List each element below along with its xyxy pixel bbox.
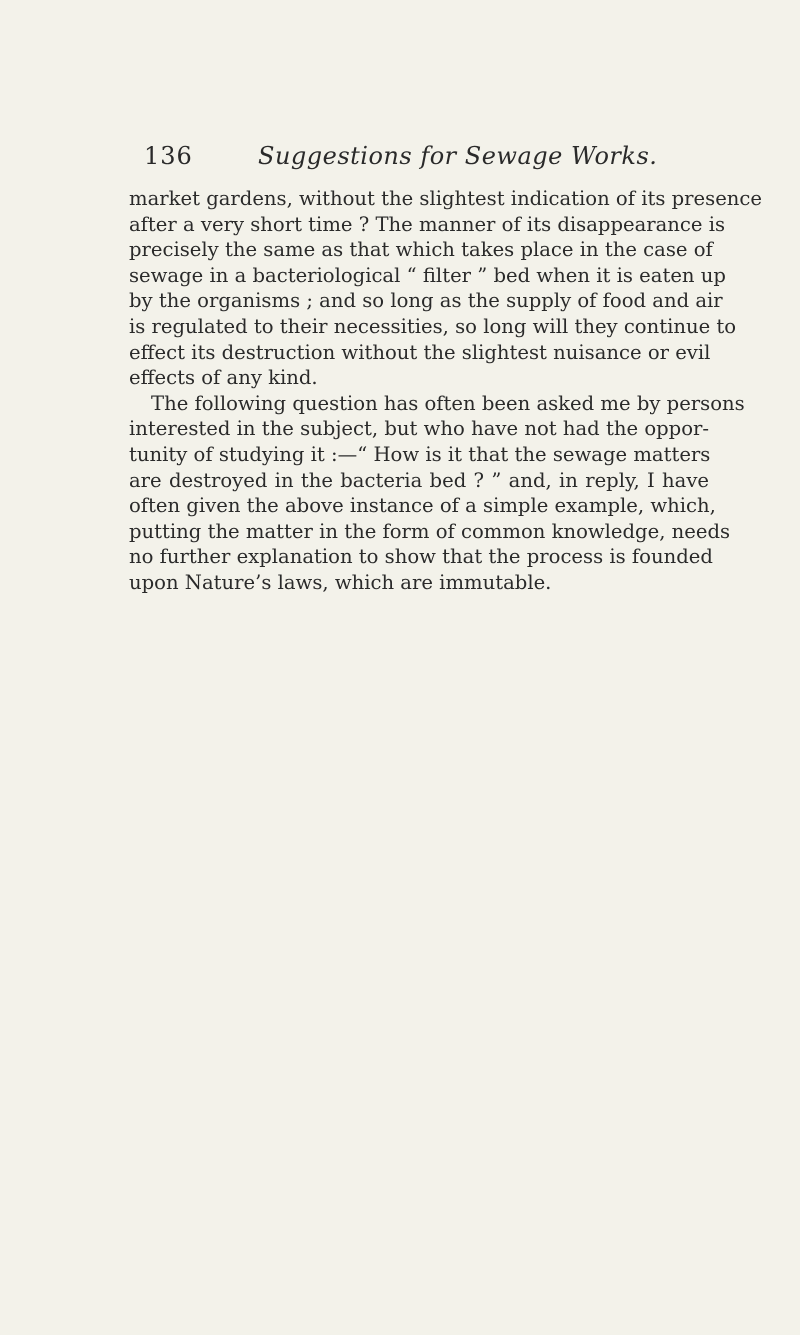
text-line: effect its destruction without the slightest nuisance or evil: [129, 340, 711, 364]
text-line: interested in the subject, but who have not had the oppor-: [129, 417, 709, 441]
text-line: no further explanation to show that the process is founded: [129, 545, 713, 569]
running-title: Suggestions for Sewage Works.: [258, 142, 658, 170]
text-line: is regulated to their necessities, so long will they continue to: [129, 314, 737, 338]
text-line: sewage in a bacteriological “ filter ” bed when it is eaten up: [129, 263, 726, 287]
body-text: [129, 186, 762, 596]
text-line: precisely the same as that which takes place in the case of: [129, 238, 713, 262]
text-line: upon Nature’s laws, which are immutable.: [129, 570, 552, 594]
text-line: market gardens, without the slightest indication of its presence: [129, 187, 762, 210]
paragraph: [129, 186, 762, 391]
page-number: 136: [144, 142, 193, 170]
text-line: putting the matter in the form of common knowledge, needs: [129, 519, 731, 543]
text-line: The following question has often been asked me by persons: [151, 391, 745, 415]
page-header: [144, 142, 658, 182]
text-line: by the organisms ; and so long as the supply of food and air: [129, 289, 723, 313]
text-line: effects of any kind.: [129, 366, 318, 390]
text-line: tunity of studying it :—“ How is it that the sewage matters: [129, 442, 711, 466]
text-line: after a very short time ? The manner of its disappearance is: [129, 212, 726, 236]
paragraph: [129, 391, 745, 596]
text-line: are destroyed in the bacteria bed ? ” and, in reply, I have: [129, 468, 709, 492]
text-line: often given the above instance of a simple example, which,: [129, 494, 716, 518]
